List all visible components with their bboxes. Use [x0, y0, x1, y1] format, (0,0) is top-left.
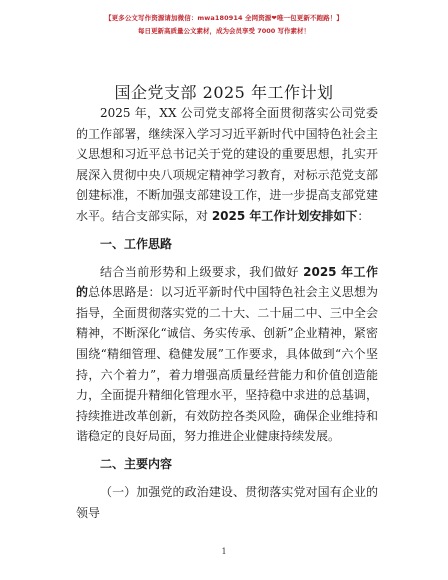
intro-text: 2025 年，XX 公司党支部将全面贯彻落实公司党委的工作部署，继续深入学习习近平新时代中国特色社会主义思想和习近平总书记关于党的建设的重要思想，扎实开展深入贯彻中央八项规定精神学习教育，对标示范党支部创建标准，不断加强支部建设工作，进一步提高支部党建水平。结合支部实际，对: [76, 106, 378, 223]
section-heading-main-content: 二、主要内容: [100, 456, 173, 471]
work-approach-text-end: 总体思路是：以习近平新时代中国特色社会主义思想为指导，全面贯彻落实党的二十大、二十届二中、三中全会精神，不断深化“诚信、务实传承、创新”企业精神，紧密围绕“精细管理、稳健发展”工作要求，具体做到“六个坚持，六个着力”，着力增强高质量经营能力和价值创造能力，全面提升精细化管理水平，坚持稳中求进的总基调，持续推进改革创新，有效防控各类风险，确保企业维持和谐稳定的良好局面，努力推进企业健康持续发展。: [76, 285, 378, 444]
page-number: 1: [221, 547, 227, 556]
document-body: [76, 103, 378, 523]
work-approach-text: 结合当前形势和上级要求，我们做好: [100, 264, 304, 279]
main-content-paragraph: （一）加强党的政治建设、贯彻落实党对国有企业的领导: [76, 484, 378, 520]
section-heading-work-approach: 一、工作思路: [100, 236, 173, 251]
work-approach-paragraph: [76, 262, 378, 447]
promo-banner-line-2: 每日更新高质量公文素材，成为会员享受 7000 写作素材！: [137, 27, 311, 35]
promo-banner-line-1: 【更多公文写作资源请加微信：mwa180914 全网资源❤唯一包更新不跑路！】: [105, 14, 343, 22]
intro-bold-text: 2025 年工作计划安排如下: [211, 208, 358, 223]
intro-paragraph: [76, 103, 378, 227]
intro-text-end: ：: [357, 208, 370, 223]
work-approach-bold-text: 2025 年工作的: [76, 264, 378, 300]
document-title: 国企党支部 2025 年工作计划: [114, 83, 334, 102]
